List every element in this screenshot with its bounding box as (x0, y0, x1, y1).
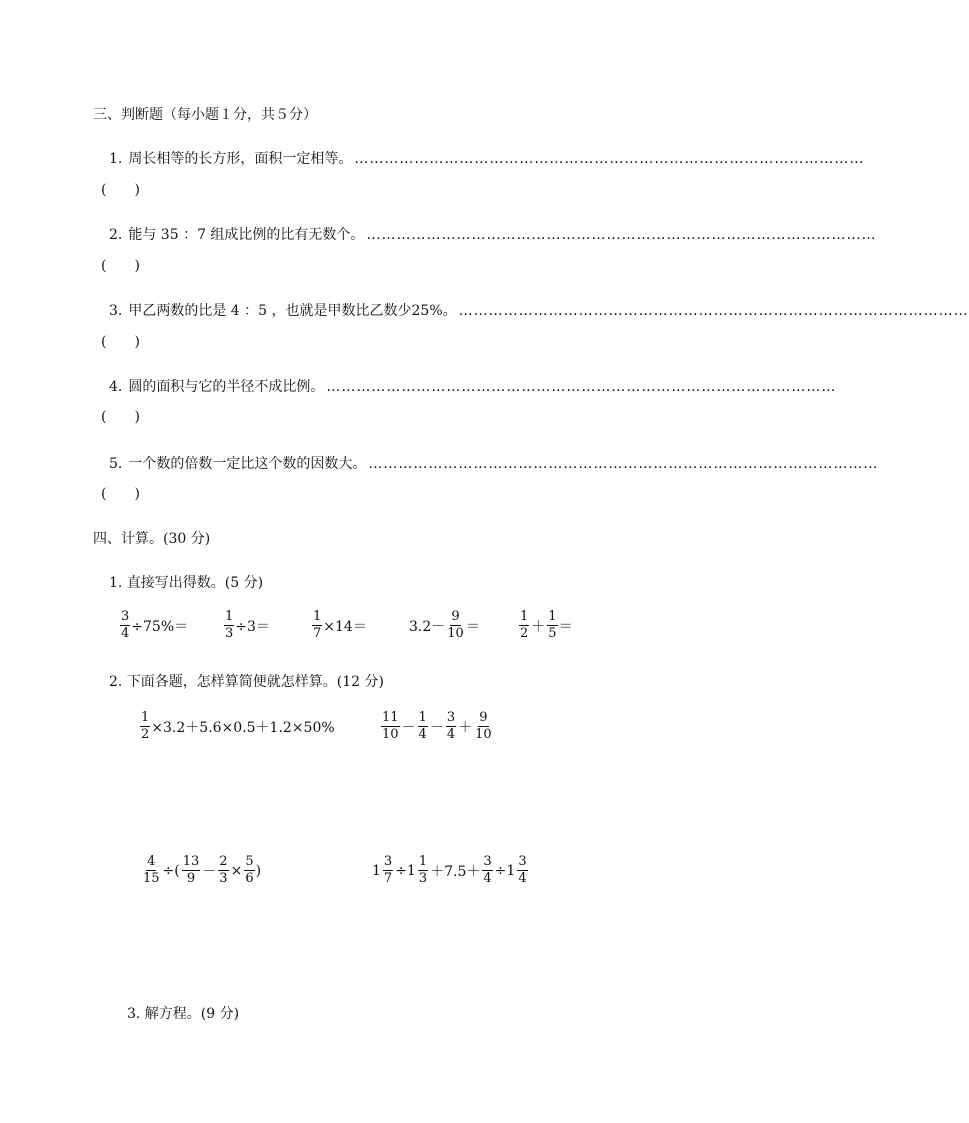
answer-paren-3[interactable]: ( ) (101, 334, 140, 350)
item-text: 圆的面积与它的半径不成比例。 (128, 379, 325, 395)
operator: ＋ (458, 719, 473, 736)
item-number: 5. (109, 456, 123, 472)
leader-dots: ………………………………………………………………………………………… (366, 227, 877, 243)
question-2-label: 2. 下面各题，怎样算简便就怎样算。(12 分) (109, 674, 384, 690)
expr-text: ＝ (465, 618, 480, 635)
fraction: $\frac{3}{4}$ (518, 854, 527, 886)
oral-calc-3 (311, 609, 367, 642)
simplify-calc-a (139, 710, 335, 743)
expr-text: ÷3＝ (235, 618, 270, 635)
judgment-item-2 (109, 224, 877, 244)
item-number: 2. (109, 227, 123, 243)
fraction: $\frac{3}{4}$ (483, 854, 492, 886)
oral-calc-4 (409, 609, 480, 642)
expr-text: ×14＝ (323, 618, 367, 635)
operator: ＋ (531, 618, 546, 635)
section-3-heading: 三、判断题（每小题１分，共５分） (93, 107, 317, 123)
fraction: $\frac{1}{5}$ (548, 609, 557, 641)
answer-paren-5[interactable]: ( ) (101, 486, 140, 502)
oral-calc-2 (223, 609, 270, 642)
expr-text: ÷75%＝ (131, 618, 189, 635)
simplify-calc-d (372, 854, 529, 887)
fraction: $\frac{11}{10}$ (382, 710, 399, 742)
operator: ＋7.5＋ (430, 863, 481, 880)
fraction: $\frac{3}{4}$ (121, 609, 130, 641)
leader-dots: ………………………………………………………………………………………… (368, 456, 879, 472)
operator: － (429, 719, 444, 736)
leader-dots: ………………………………………………………………………………………… (354, 151, 865, 167)
oral-calc-5 (518, 609, 573, 642)
operator: － (401, 719, 416, 736)
fraction: $\frac{1}{3}$ (225, 609, 234, 641)
fraction: $\frac{4}{15}$ (143, 854, 160, 886)
question-3-label: 3. 解方程。(9 分) (127, 1006, 240, 1022)
fraction: $\frac{1}{7}$ (313, 609, 322, 641)
fraction: $\frac{2}{3}$ (219, 854, 228, 886)
judgment-item-4 (109, 376, 837, 396)
fraction: $\frac{1}{2}$ (141, 710, 150, 742)
fraction: $\frac{13}{9}$ (182, 854, 200, 886)
oral-calc-1 (119, 609, 188, 642)
fraction: $\frac{3}{4}$ (446, 710, 456, 742)
leader-dots: ………………………………………………………………………………………… (458, 303, 969, 319)
operator: ÷( (162, 862, 180, 879)
judgment-item-3 (109, 300, 969, 320)
simplify-calc-c (141, 854, 261, 887)
operator: ) (255, 862, 262, 879)
expr-text: 3.2－ (409, 618, 446, 635)
item-number: 4. (109, 379, 123, 395)
fraction: $\frac{1}{2}$ (520, 609, 529, 641)
item-number: 3. (109, 303, 123, 319)
operator: × (230, 862, 243, 879)
simplify-calc-b (380, 710, 494, 743)
operator: ÷1 (395, 862, 416, 879)
fraction: $\frac{5}{6}$ (245, 854, 254, 886)
operator: － (202, 863, 217, 880)
leader-dots: ………………………………………………………………………………………… (326, 379, 837, 395)
operator: ÷1 (494, 862, 516, 879)
item-text: 能与 35 ：7 组成比例的比有无数个。 (128, 227, 365, 243)
answer-paren-4[interactable]: ( ) (101, 409, 140, 425)
item-text: 甲乙两数的比是 4 ：5 ，也就是甲数比乙数少25%。 (128, 303, 457, 319)
fraction: $\frac{1}{3}$ (418, 854, 428, 886)
fraction: $\frac{9}{10}$ (475, 710, 492, 742)
judgment-item-5 (109, 453, 879, 473)
answer-paren-1[interactable]: ( ) (101, 182, 140, 198)
item-text: 周长相等的长方形，面积一定相等。 (128, 151, 353, 167)
answer-paren-2[interactable]: ( ) (101, 258, 140, 274)
section-4-heading: 四、计算。(30 分) (93, 531, 211, 547)
expr-text: ×3.2＋5.6×0.5＋1.2×50% (151, 719, 335, 736)
mixed-whole: 1 (372, 862, 381, 879)
judgment-item-1 (109, 148, 865, 168)
question-1-label: 1. 直接写出得数。(5 分) (109, 575, 264, 591)
fraction: $\frac{1}{4}$ (418, 710, 427, 742)
item-number: 1. (109, 151, 123, 167)
item-text: 一个数的倍数一定比这个数的因数大。 (128, 456, 367, 472)
expr-text: ＝ (558, 618, 573, 635)
fraction: $\frac{9}{10}$ (447, 609, 464, 641)
fraction: $\frac{3}{7}$ (383, 854, 393, 886)
